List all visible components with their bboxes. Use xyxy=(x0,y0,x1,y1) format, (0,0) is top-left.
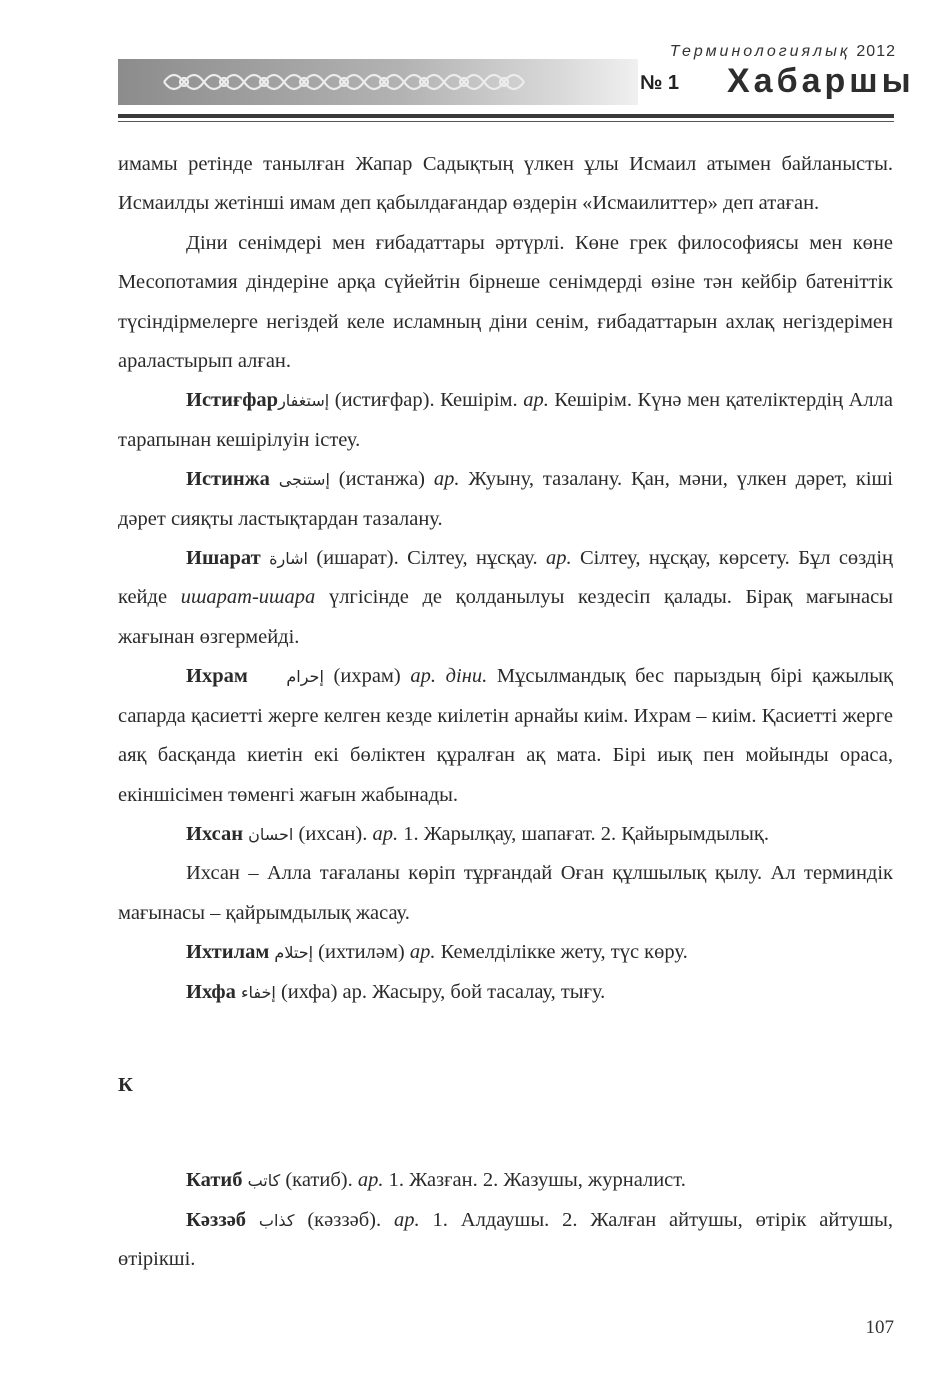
arabic-term: كذاب xyxy=(258,1210,295,1230)
entry-text: үлгісінде де қолданылуы кездесіп қалады. Бірақ мағынасы жағынан өзгермейді. xyxy=(118,586,893,648)
entry-ihsan xyxy=(118,815,893,854)
entry-text: (истиғфар). Кешірім. xyxy=(329,389,524,412)
entry-text: Мұсылмандық бес парыздың бірі қажылық сапарда қасиетті жерге келген кезде киілетін арнайы киім. Ихрам – киім. Қасиетті жерге аяқ басқанда киетін екі бөліктен құралған ақ мата. Бірі иық пен мойынды ораса, екіншісімен төменгі жағын жабынады. xyxy=(118,665,893,806)
entry-term: Катиб xyxy=(186,1169,243,1192)
entry-text: 1. Жазған. 2. Жазушы, журналист. xyxy=(383,1169,686,1192)
lang-label: ар. xyxy=(433,468,460,491)
entry-term: Ишарат xyxy=(186,547,261,570)
ornament-icon xyxy=(160,64,530,100)
paragraph: Ихсан – Алла тағаланы көріп тұрғандай Оған құлшылық қылу. Ал терминдік мағынасы – қайрымдылық жасау. xyxy=(118,862,893,924)
header-rule xyxy=(118,114,894,118)
arabic-term: كاتب xyxy=(247,1171,281,1191)
page-number: 107 xyxy=(865,1317,894,1338)
entry-istighfar xyxy=(118,381,893,460)
italic-term: ишарат-ишара xyxy=(180,586,316,609)
entry-text: (ихрам) xyxy=(323,665,411,688)
entry-text: 1. Алдаушы. 2. Жалған айтушы, өтірік айтушы, өтірікші. xyxy=(118,1208,893,1271)
lang-label: ар. xyxy=(546,547,572,570)
lang-label: ар. xyxy=(409,941,436,964)
arabic-term: إحتلام xyxy=(274,943,314,963)
arabic-term: إخفاء xyxy=(240,982,276,1002)
entry-term: Ихтилам xyxy=(186,941,270,964)
entry-term: Кәззәб xyxy=(186,1208,247,1231)
paragraph: имамы ретінде танылған Жапар Садықтың үлкен ұлы Исмаил атымен байланысты. Исмаилды жетінші имам деп қабылдағандар өздерін «Исмаилиттер» деп атаған. xyxy=(118,153,893,215)
entry-term: Ихсан xyxy=(186,822,244,845)
entry-ihtilam xyxy=(118,933,893,972)
issue-number: № 1 xyxy=(640,72,679,94)
lang-label: ар. діни. xyxy=(410,665,488,688)
entry-text: (ихфа) ар. Жасыру, бой тасалау, тығу. xyxy=(275,980,606,1003)
entry-text: (катиб). xyxy=(280,1169,358,1192)
entry-istinja xyxy=(118,460,893,539)
lang-label: ар. xyxy=(523,389,549,412)
page-header xyxy=(0,0,948,130)
entry-ihfa xyxy=(118,973,893,1012)
entry-text: (ихсан). xyxy=(293,822,373,845)
entry-text: (кәззәб). xyxy=(294,1208,395,1231)
entry-text: (истанжа) xyxy=(329,468,434,491)
entry-text: Кемелділікке жету, түс көру. xyxy=(435,941,688,964)
entry-kazzab xyxy=(118,1201,893,1280)
entry-term: Истиғфар xyxy=(186,389,279,412)
arabic-term: إستنجى xyxy=(278,470,330,490)
arabic-term: إستغفار xyxy=(278,391,330,411)
entry-term: Истинжа xyxy=(186,468,270,491)
entry-katib xyxy=(118,1161,893,1200)
entry-text: Кешірім. Күнә мен қателіктердің Алла тарапынан кешірілуін істеу. xyxy=(118,389,893,451)
paragraph: Діни сенімдері мен ғибадаттары әртүрлі. Көне грек философиясы мен көне Месопотамия діндеріне арқа сүйейтін бірнеше сенімдерді өзіне тән кейбір батеніттік түсіндірмелерге негіздей келе исламның діни сенім, ғибадаттарын ахлақ негіздерімен араластырып алған. xyxy=(118,231,893,373)
entry-text: Сілтеу, нұсқау, көрсету. Бұл сөздің кейде xyxy=(118,547,893,609)
section-letter: К xyxy=(118,1073,133,1096)
journal-name: Терминологиялық 2012 xyxy=(669,43,896,60)
arabic-term: إحرام xyxy=(286,667,324,687)
entry-text: Жуыну, тазалану. Қан, мәни, үлкен дәрет, кіші дәрет сияқты ластықтардан тазалану. xyxy=(118,468,893,530)
entry-text: (ихтиләм) xyxy=(313,941,410,964)
header-rule-thin xyxy=(118,121,894,122)
journal-title: Хабаршы xyxy=(727,62,915,100)
entry-isharat xyxy=(118,539,893,657)
lang-label: ар. xyxy=(372,822,399,845)
lang-label: ар. xyxy=(394,1208,420,1231)
arabic-term: اشارة xyxy=(269,549,308,569)
entry-ihram xyxy=(118,657,893,815)
lang-label: ар. xyxy=(357,1169,384,1192)
entry-term: Ихрам xyxy=(186,665,248,688)
entry-text: 1. Жарылқау, шапағат. 2. Қайырымдылық. xyxy=(398,822,770,845)
page-content xyxy=(118,145,893,1280)
entry-term: Ихфа xyxy=(186,980,236,1003)
entry-text: (ишарат). Сілтеу, нұсқау. xyxy=(307,547,546,570)
journal-year: 2012 xyxy=(856,43,896,60)
arabic-term: احسان xyxy=(248,824,294,844)
